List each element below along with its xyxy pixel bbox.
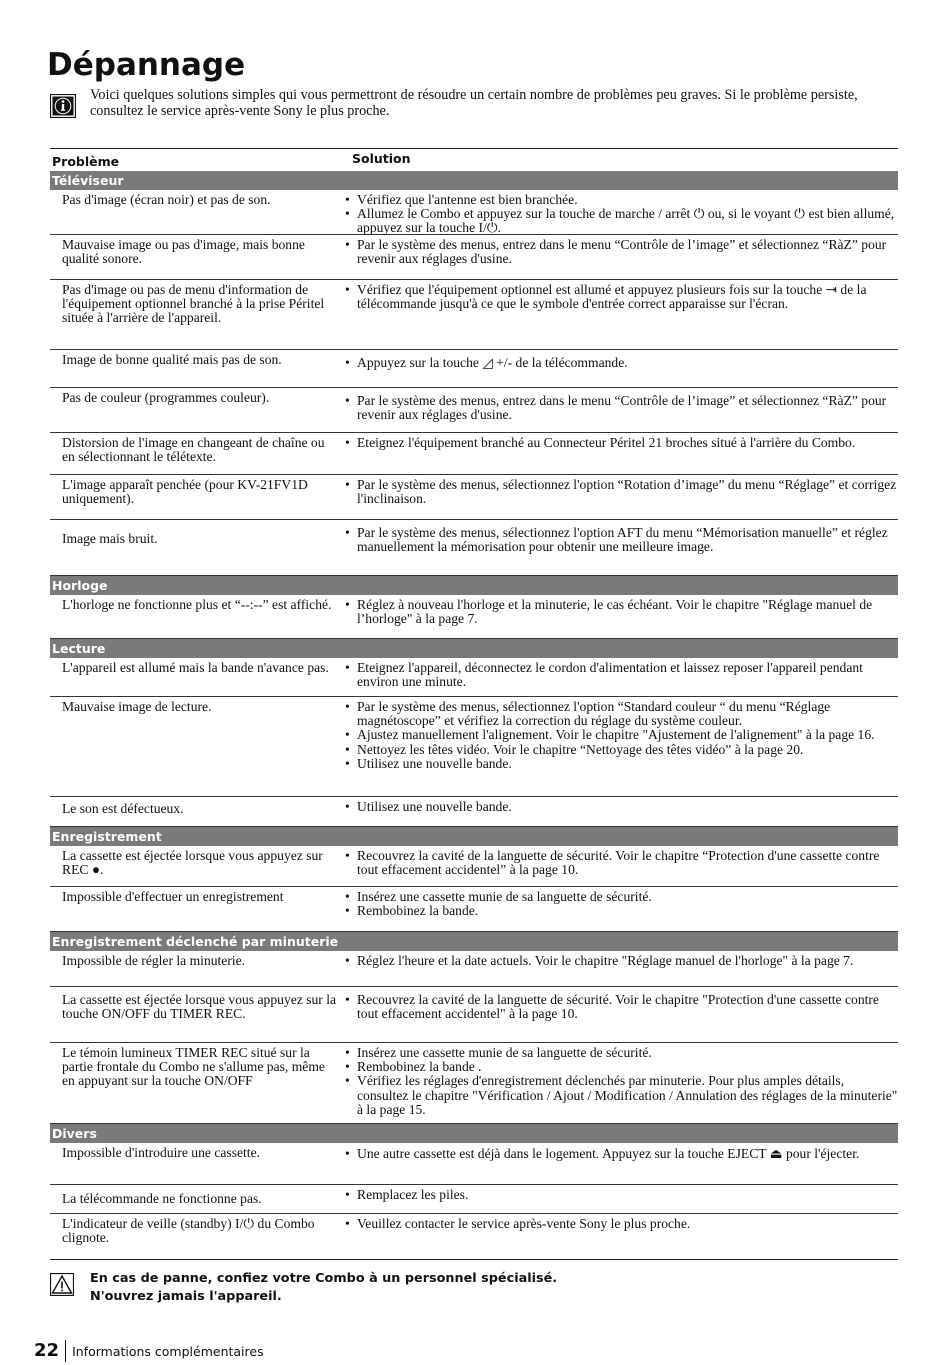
solution-cell [340,1185,898,1213]
solution-list [342,283,898,311]
problem-cell: La cassette est éjectée lorsque vous appuyez sur REC ●. [62,848,323,878]
problem-cell: Image mais bruit. [62,531,158,546]
table-row [50,951,898,987]
solution-cell [340,595,898,638]
table-row [50,388,898,433]
problem-cell: Mauvaise image de lecture. [62,699,212,714]
solution-item: • Réglez l'heure et la date actuels. Voir le chapitre "Réglage manuel de l'horloge" à la page 7. [342,954,898,968]
solution-item: • Par le système des menus, sélectionnez l'option AFT du menu “Mémorisation manuelle” et réglez manuellement la mémorisation pour obtenir une meilleure image. [342,526,898,554]
solution-list [342,993,898,1021]
page-footer [34,1337,264,1365]
problem-cell: Image de bonne qualité mais pas de son. [62,352,282,367]
solution-item: • Rembobinez la bande. [342,904,898,918]
solution-cell [340,475,898,519]
solution-list [342,800,898,814]
page-title: Dépannage [47,47,246,83]
warning-line-2: N'ouvrez jamais l'appareil. [90,1289,282,1304]
problem-cell: Pas de couleur (programmes couleur). [62,390,270,405]
table-row [50,190,898,235]
table-row [50,1043,898,1124]
solution-item: • Vérifiez que l'équipement optionnel est allumé et appuyez plusieurs fois sur la touche ⇥ de la télécommande jusqu'à ce que le symbole d'entrée correct apparaisse sur l'écran. [342,283,898,311]
table-row [50,595,898,639]
solution-cell [340,697,898,796]
problem-cell: Impossible de régler la minuterie. [62,953,246,968]
section-header: Divers [50,1124,898,1143]
solution-item: • Rembobinez la bande . [342,1060,898,1074]
solution-cell [340,887,898,931]
footer-label: Informations complémentaires [72,1343,264,1359]
solution-item: • Veuillez contacter le service après-vente Sony le plus proche. [342,1217,898,1231]
section-header: Lecture [50,639,898,658]
problem-cell: Pas d'image ou pas de menu d'information de l'équipement optionnel branché à la prise Péritel située à l'arrière de l'appareil. [62,282,325,326]
table-row [50,887,898,932]
section-header: Enregistrement [50,827,898,846]
solution-cell [340,1143,898,1184]
table-row [50,280,898,350]
problem-cell: Impossible d'introduire une cassette. [62,1145,260,1160]
problem-cell: Le témoin lumineux TIMER REC situé sur la partie frontale du Combo ne s'allume pas, même en appuyant sur la touche ON/OFF [62,1045,325,1089]
solution-list [342,890,898,918]
solution-item: • Par le système des menus, sélectionnez l'option “Rotation d’image” du menu “Réglage” et corrigez l'inclinaison. [342,478,898,506]
solution-item: • Remplacez les piles. [342,1188,898,1202]
table-row [50,658,898,697]
problem-cell: L'horloge ne fonctionne plus et “--:--” est affiché. [62,597,332,612]
solution-cell [340,190,898,234]
solution-list [342,849,898,877]
solution-item: • Appuyez sur la touche ◿ +/- de la télécommande. [342,356,898,370]
table-header [50,149,898,171]
table-row [50,697,898,797]
table-row [50,433,898,475]
solution-item: • Nettoyez les têtes vidéo. Voir le chapitre “Nettoyage des têtes vidéo” à la page 20. [342,743,898,757]
problem-cell: La cassette est éjectée lorsque vous appuyez sur la touche ON/OFF du TIMER REC. [62,992,337,1022]
column-header-solution: Solution [352,151,411,166]
solution-list [342,661,898,689]
solution-list [342,700,898,771]
problem-cell: Pas d'image (écran noir) et pas de son. [62,192,271,207]
solution-cell [340,1214,898,1259]
problem-cell: Impossible d'effectuer un enregistrement [62,889,284,904]
solution-item: • Réglez à nouveau l'horloge et la minuterie, le cas échéant. Voir le chapitre "Réglage manuel de l’horloge" à la page 7. [342,598,898,626]
table-row [50,846,898,887]
table-row [50,350,898,388]
solution-item: • Eteignez l'appareil, déconnectez le cordon d'alimentation et laissez reposer l'appareil pendant environ une minute. [342,661,898,689]
solution-cell [340,951,898,986]
solution-list [342,394,898,422]
solution-list [342,1147,898,1161]
solution-cell [340,658,898,696]
warning-text [90,1270,557,1306]
solution-list [342,526,898,554]
solution-list [342,1046,898,1117]
section-header: Enregistrement déclenché par minuterie [50,932,898,951]
solution-item: • Insérez une cassette munie de sa languette de sécurité. [342,890,898,904]
solution-cell [340,433,898,474]
solution-list [342,436,898,450]
solution-cell [340,846,898,886]
table-row [50,475,898,520]
solution-cell [340,280,898,349]
solution-list [342,356,898,370]
problem-cell: La télécommande ne fonctionne pas. [62,1191,262,1206]
problem-cell: Le son est défectueux. [62,801,184,816]
problem-cell: Mauvaise image ou pas d'image, mais bonne qualité sonore. [62,237,305,267]
solution-cell [340,235,898,279]
solution-item: • Utilisez une nouvelle bande. [342,757,898,771]
table-row [50,1185,898,1214]
table-row [50,1143,898,1185]
solution-item: • Recouvrez la cavité de la languette de sécurité. Voir le chapitre “Protection d'une cassette contre tout effacement accidentel” à la page 10. [342,849,898,877]
warning-line-1: En cas de panne, confiez votre Combo à un personnel spécialisé. [90,1271,558,1286]
solution-cell [340,350,898,387]
solution-list [342,238,898,266]
solution-item: • Par le système des menus, entrez dans le menu “Contrôle de l’image” et sélectionnez “RàZ” pour revenir aux réglages d'usine. [342,394,898,422]
section-header: Téléviseur [50,171,898,190]
solution-item: • Allumez le Combo et appuyez sur la touche de marche / arrêt ⏻ ou, si le voyant ⏻ est bien allumé, appuyez sur la touche I/⏻. [342,207,898,235]
intro-text: Voici quelques solutions simples qui vous permettront de résoudre un certain nombre de problèmes peu graves. Si le problème persiste, consultez le service après-vente Sony le plus proche. [90,87,858,119]
column-header-problem: Problème [52,154,120,169]
solution-list [342,193,898,236]
solution-item: • Eteignez l'équipement branché au Connecteur Péritel 21 broches situé à l'arrière du Combo. [342,436,898,450]
problem-cell: L'image apparaît penchée (pour KV-21FV1D uniquement). [62,477,308,507]
solution-list [342,598,898,626]
table-row [50,1214,898,1260]
solution-item: • Vérifiez que l'antenne est bien branchée. [342,193,898,207]
solution-item: • Vérifiez les réglages d'enregistrement déclenchés par minuterie. Pour plus amples détails, consultez le chapitre "Vérification / Ajout / Modification / Annulation des réglages de la minuterie" à la page 15. [342,1074,898,1117]
solution-item: • Par le système des menus, sélectionnez l'option “Standard couleur “ du menu “Réglage magnétoscope” et vérifiez la correction du réglage du système couleur. [342,700,898,728]
warning-icon [50,1273,74,1296]
solution-list [342,954,898,968]
solution-item: • Recouvrez la cavité de la languette de sécurité. Voir le chapitre "Protection d'une cassette contre tout effacement accidentel" à la page 10. [342,993,898,1021]
table-body [50,171,898,1260]
problem-cell: L'appareil est allumé mais la bande n'avance pas. [62,660,329,675]
solution-list [342,478,898,506]
solution-item: • Insérez une cassette munie de sa languette de sécurité. [342,1046,898,1060]
solution-cell [340,987,898,1042]
solution-cell [340,520,898,575]
problem-cell: L'indicateur de veille (standby) I/⏻ du Combo clignote. [62,1216,315,1246]
solution-cell [340,797,898,826]
table-row [50,797,898,827]
page-number: 22 [34,1340,66,1362]
solution-item: • Par le système des menus, entrez dans le menu “Contrôle de l’image” et sélectionnez “RàZ” pour revenir aux réglages d'usine. [342,238,898,266]
solution-cell [340,1043,898,1123]
problem-cell: Distorsion de l'image en changeant de chaîne ou en sélectionnant le télétexte. [62,435,325,465]
solution-item: • Ajustez manuellement l'alignement. Voir le chapitre "Ajustement de l'alignement" à la page 16. [342,728,898,742]
table-row [50,235,898,280]
info-icon [50,94,76,118]
solution-list [342,1188,898,1202]
table-row [50,987,898,1043]
troubleshooting-table [50,148,898,1260]
solution-item: • Utilisez une nouvelle bande. [342,800,898,814]
solution-cell [340,388,898,432]
solution-item: • Une autre cassette est déjà dans le logement. Appuyez sur la touche EJECT ⏏ pour l'éjecter. [342,1147,898,1161]
section-header: Horloge [50,576,898,595]
table-row [50,520,898,576]
solution-list [342,1217,898,1231]
